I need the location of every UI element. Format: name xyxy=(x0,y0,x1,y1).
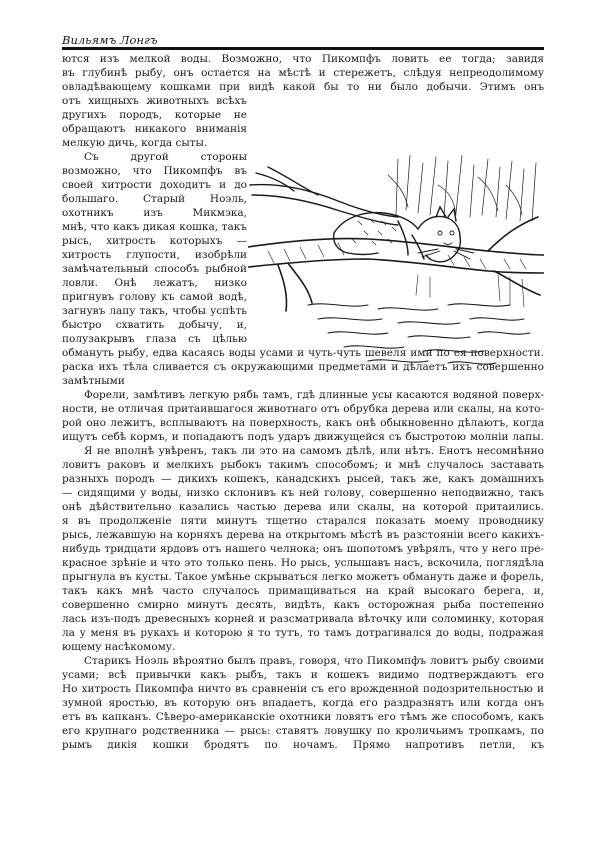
text-line: ла у меня въ рукахъ и которою я то тутъ, то тамъ дотрагивался до воды, подражая xyxy=(62,627,544,639)
text-line: раска ихъ тѣла сливается съ окружающими предметами и дѣлаетъ ихъ совершенно xyxy=(62,361,544,373)
text-line: рымъ дикія кошки бродятъ по ночамъ. Прямо напротивъ петли, къ xyxy=(62,739,544,751)
text-line: я въ продолженіе пяти минутъ тщетно старался показать моему проводнику xyxy=(62,515,544,527)
text-line: своей хитрости доходитъ и до xyxy=(62,179,247,191)
text-line: онѣ дѣйствительно казались частью дерева или скалы, на которой притаились. xyxy=(62,501,544,513)
text-line: другихъ породъ, которые не xyxy=(62,109,247,121)
text-line: такъ какъ мнѣ часто случалось примащиваться на край высокаго берега, и, xyxy=(62,585,544,597)
text-line: большаго. Старый Ноэль, xyxy=(62,193,247,205)
text-line: рысь, лежавшую на корняхъ дерева на открытомъ мѣстѣ въ разстояніи всего какихъ- xyxy=(62,529,544,541)
text-line: его крупнаго родственника — рысь: ставятъ ловушку по кроличьимъ тропкамъ, по xyxy=(62,725,544,737)
text-line: хитрость глупости, изобрѣли xyxy=(62,249,247,261)
running-header xyxy=(62,33,544,50)
header-title: Вильямъ Лонгъ xyxy=(62,33,158,47)
text-line: рой оно лежитъ, всплываютъ на поверхность, какъ онѣ обыкновенно дѣлаютъ, когда xyxy=(62,417,544,429)
text-line: Съ другой стороны xyxy=(84,151,247,163)
text-line: зумной яростью, въ которую онъ впадаетъ, когда его раздразнятъ или когда онъ xyxy=(62,697,544,709)
text-line: мелкую дичь, когда сыты. xyxy=(62,137,208,149)
text-line: — сидящими у воды, низко склонивъ къ ней голову, совершенно неподвижно, такъ xyxy=(62,487,544,499)
wrapped-column xyxy=(62,94,247,346)
text-line: замѣчательный способъ рыбной xyxy=(62,263,247,275)
text-line: нибудь тридцати ярдовъ отъ нашего челнока; онъ шопотомъ увѣрялъ, что у него пре- xyxy=(62,543,544,555)
text-line: отъ хищныхъ животныхъ всѣхъ xyxy=(62,95,247,107)
text-line: прыгнула въ кусты. Такое умѣнье скрываться легко можетъ обмануть даже и форель, xyxy=(62,571,544,583)
text-line: загнувъ лапу такъ, чтобы успѣть xyxy=(62,305,247,317)
text-line: ловитъ раковъ и мелкихъ рыбокъ такимъ способомъ; и мнѣ случалось заставать xyxy=(62,459,544,471)
text-line: возможно, что Пикомпфъ въ xyxy=(62,165,247,177)
text-line: ищутъ себѣ кормъ, и попадаютъ подъ ударъ движущейся съ быстротою молніи лапы. xyxy=(62,431,544,443)
text-line: охотникъ изъ Микмэка, xyxy=(62,207,247,219)
text-line: ности, не отличая притаившагося животнаго отъ обрубка дерева или скалы, на кото- xyxy=(62,403,544,415)
text-line: разныхъ породъ — дикихъ кошекъ, канадскихъ рысей, такъ же, какъ домашнихъ xyxy=(62,473,544,485)
text-line: полузакрывъ глаза съ цѣлью xyxy=(62,333,247,345)
text-line: Старикъ Ноэль вѣроятно былъ правъ, говоря, что Пикомпфъ ловитъ рыбу своими xyxy=(84,655,544,667)
text-line: замѣтными xyxy=(62,375,125,387)
text-line: рысь, хитрость которыхъ — xyxy=(62,235,247,247)
text-line: Я не вполнѣ увѣренъ, такъ ли это на самомъ дѣлѣ, или нѣтъ. Енотъ несомнѣнно xyxy=(84,445,544,457)
text-line: Но хитрость Пикомпфа ничто въ сравненіи съ его врожденной подозрительностью и xyxy=(62,683,544,695)
text-line: совершенно смирно минутъ десять, видѣть, какъ осторожная рыба постепенно xyxy=(62,599,544,611)
text-line: Форели, замѣтивъ легкую рябь тамъ, гдѣ длинные усы касаются водяной поверх- xyxy=(84,389,544,401)
text-line: овладѣвающему кошками при видѣ какой бы то ни было добычи. Этимъ онъ xyxy=(62,81,544,93)
lynx-illustration xyxy=(248,155,544,368)
text-line: быстро схватить добычу, и, xyxy=(62,319,247,331)
text-line: пригнувъ голову къ самой водѣ, xyxy=(62,291,247,303)
text-line: мнѣ, что какъ дикая кошка, такъ xyxy=(62,221,247,233)
text-line: лась изъ-подъ древесныхъ корней и разсматривала вѣточку или соломинку, которая xyxy=(62,613,544,625)
text-line: красное зрѣніе и что это только пень. Но рысь, услышавъ насъ, вскочила, поглядѣла xyxy=(62,557,544,569)
text-line: етъ въ капканъ. Сѣверо-американскіе охотники ловятъ его тѣмъ же способомъ, какъ xyxy=(62,711,544,723)
text-line: ющему насѣкомому. xyxy=(62,641,176,653)
text-line: ются изъ мелкой воды. Возможно, что Пикомпфъ ловить ее тогда; завидя xyxy=(62,53,544,65)
text-line: усами; всѣ привычки какъ рыбъ, такъ и кошекъ видимо подтверждаютъ его xyxy=(62,669,544,681)
text-line: ловли. Онѣ лежатъ, низко xyxy=(62,277,247,289)
text-line: въ глубинѣ рыбу, онъ остается на мѣстѣ и стережетъ, слѣдуя непреодолимому xyxy=(62,67,544,79)
text-line: обращаютъ никакого вниманія xyxy=(62,123,247,135)
text-line: обмануть рыбу, едва касаясь воды усами и чуть-чуть шевеля ими по ея поверхности. xyxy=(62,347,544,359)
lynx-on-fallen-log-icon xyxy=(248,155,544,368)
